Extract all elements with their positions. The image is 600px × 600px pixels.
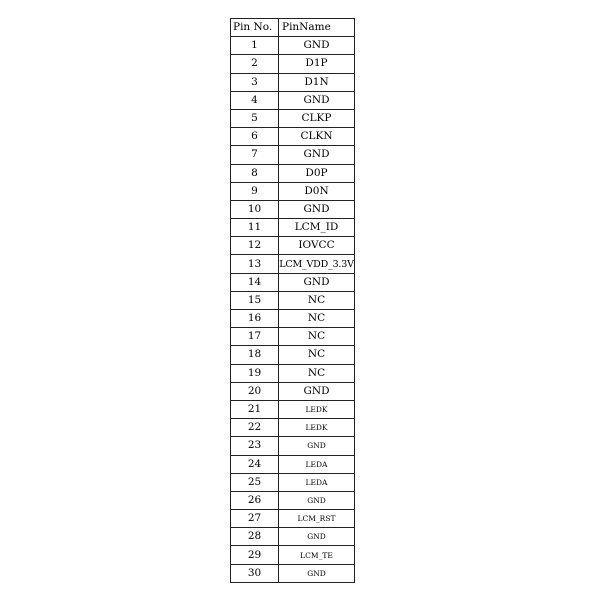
table-row: [231, 128, 355, 146]
pin-number: 7: [231, 146, 279, 164]
pin-name: GND: [279, 528, 355, 546]
table-row: [231, 55, 355, 73]
table-row: [231, 200, 355, 218]
pin-number: 28: [231, 528, 279, 546]
table-row: [231, 109, 355, 127]
pin-name: NC: [279, 291, 355, 309]
pin-number: 11: [231, 219, 279, 237]
pin-name: GND: [279, 564, 355, 582]
table-row: [231, 219, 355, 237]
pin-number: 9: [231, 182, 279, 200]
pin-name: NC: [279, 346, 355, 364]
pin-number: 15: [231, 291, 279, 309]
pin-number: 22: [231, 419, 279, 437]
table-row: [231, 346, 355, 364]
table-row: [231, 473, 355, 491]
pin-name: GND: [279, 146, 355, 164]
table-row: [231, 328, 355, 346]
table-row: [231, 455, 355, 473]
table-row: [231, 437, 355, 455]
pin-number: 18: [231, 346, 279, 364]
table-row: [231, 291, 355, 309]
table-header-row: [231, 19, 355, 37]
pin-assignment-table: [230, 18, 355, 583]
table-row: [231, 255, 355, 273]
pin-number: 4: [231, 91, 279, 109]
pin-number: 24: [231, 455, 279, 473]
pin-name: GND: [279, 200, 355, 218]
table-row: [231, 510, 355, 528]
table-row: [231, 146, 355, 164]
pin-number: 12: [231, 237, 279, 255]
table-row: [231, 364, 355, 382]
pin-name: LCM_ID: [279, 219, 355, 237]
pin-number: 23: [231, 437, 279, 455]
pin-number: 1: [231, 37, 279, 55]
pin-number: 19: [231, 364, 279, 382]
table-row: [231, 310, 355, 328]
pin-name: NC: [279, 310, 355, 328]
header-pin-no: Pin No.: [231, 19, 279, 37]
pin-name: GND: [279, 37, 355, 55]
header-pin-name: PinName: [279, 19, 355, 37]
pin-number: 27: [231, 510, 279, 528]
pin-number: 26: [231, 491, 279, 509]
table-row: [231, 491, 355, 509]
pin-number: 25: [231, 473, 279, 491]
table-row: [231, 419, 355, 437]
pin-name: LCM_RST: [279, 510, 355, 528]
pin-number: 21: [231, 400, 279, 418]
pin-number: 17: [231, 328, 279, 346]
table-row: [231, 91, 355, 109]
table-row: [231, 164, 355, 182]
pin-name: CLKN: [279, 128, 355, 146]
pin-number: 2: [231, 55, 279, 73]
pin-name: LEDA: [279, 473, 355, 491]
pin-name: D0N: [279, 182, 355, 200]
table-row: [231, 400, 355, 418]
pin-name: GND: [279, 91, 355, 109]
table-row: [231, 382, 355, 400]
pin-number: 6: [231, 128, 279, 146]
pin-name: LEDA: [279, 455, 355, 473]
pin-name: GND: [279, 491, 355, 509]
pin-number: 14: [231, 273, 279, 291]
pin-number: 16: [231, 310, 279, 328]
pin-name: NC: [279, 364, 355, 382]
pin-name: NC: [279, 328, 355, 346]
table-row: [231, 528, 355, 546]
pin-name: GND: [279, 273, 355, 291]
pin-name: D1N: [279, 73, 355, 91]
pin-number: 30: [231, 564, 279, 582]
pin-name: LCM_VDD_3.3V: [279, 255, 355, 273]
pin-number: 20: [231, 382, 279, 400]
table-row: [231, 37, 355, 55]
pin-number: 13: [231, 255, 279, 273]
table-row: [231, 73, 355, 91]
pin-number: 8: [231, 164, 279, 182]
table-row: [231, 546, 355, 564]
pin-name: LCM_TE: [279, 546, 355, 564]
pin-number: 5: [231, 109, 279, 127]
pin-name: LEDK: [279, 419, 355, 437]
pin-number: 3: [231, 73, 279, 91]
pin-name: IOVCC: [279, 237, 355, 255]
pin-name: CLKP: [279, 109, 355, 127]
pin-number: 10: [231, 200, 279, 218]
table-row: [231, 182, 355, 200]
pin-name: D1P: [279, 55, 355, 73]
table-row: [231, 564, 355, 582]
pin-name: D0P: [279, 164, 355, 182]
table-row: [231, 273, 355, 291]
table-row: [231, 237, 355, 255]
pin-name: GND: [279, 382, 355, 400]
pin-number: 29: [231, 546, 279, 564]
pin-name: LEDK: [279, 400, 355, 418]
pin-name: GND: [279, 437, 355, 455]
